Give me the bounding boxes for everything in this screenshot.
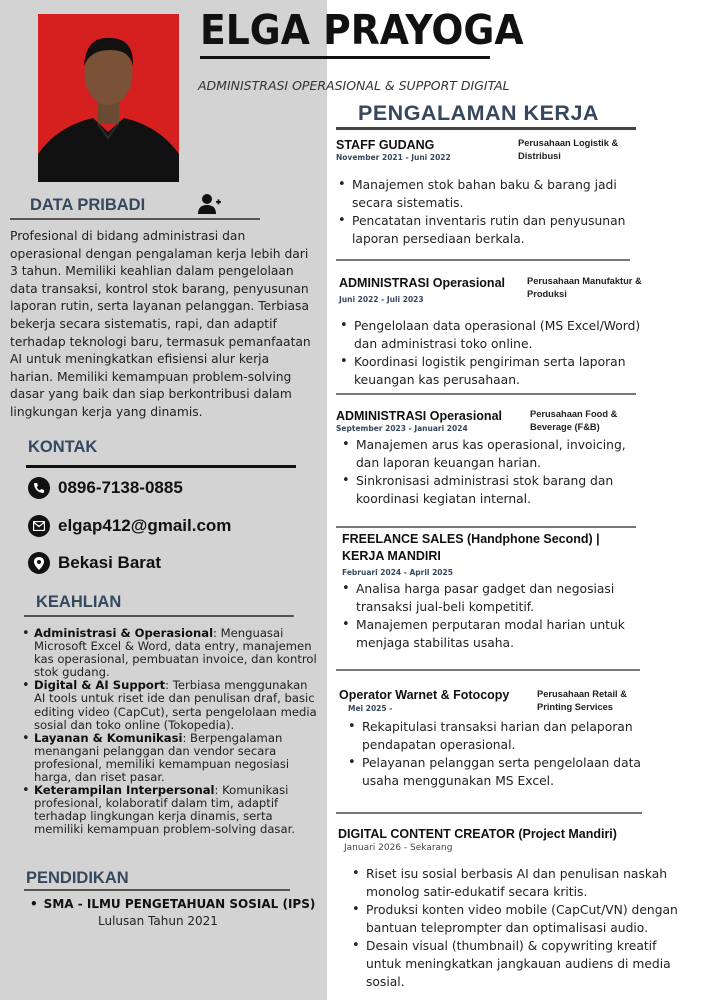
job-divider	[336, 812, 642, 814]
email-icon	[28, 515, 50, 537]
person-name: ELGA PRAYOGA	[200, 6, 524, 54]
contact-phone[interactable]	[28, 477, 183, 499]
list-item: • Manajemen perputaran modal harian untuk menjaga stabilitas usaha.	[342, 616, 642, 652]
list-item: • Keterampilan Interpersonal: Komunikasi profesional, kolaboratif dalam tim, adaptif terhadap lingkungan kerja dinamis, serta memiliki kemampuan problem-solving dasar.	[12, 784, 322, 836]
job-title: STAFF GUDANG	[336, 138, 435, 152]
job-bullets	[342, 436, 642, 508]
job-company: Perusahaan Manufaktur & Produksi	[527, 276, 642, 299]
keahlian-underline	[24, 615, 294, 617]
job-date: November 2021 - Juni 2022	[336, 153, 451, 162]
list-item: • Digital & AI Support: Terbiasa menggunakan AI tools untuk riset ide dan penulisan draf, basic editing video (CapCut), serta pengelolaan media sosial dan toko online (Tokopedia).	[12, 679, 322, 731]
email-address: elgap412@gmail.com	[58, 516, 232, 535]
pengalaman-kerja-heading: PENGALAMAN KERJA	[358, 101, 599, 125]
job-bullets	[342, 580, 642, 652]
job-divider	[336, 393, 636, 395]
job-bullets	[352, 865, 682, 991]
kontak-underline	[26, 465, 296, 468]
list-item: • Pengelolaan data operasional (MS Excel/Word) dan administrasi toko online.	[340, 317, 660, 353]
job-date: Juni 2022 - Juli 2023	[339, 295, 424, 304]
list-item: • Pencatatan inventaris rutin dan penyusunan laporan persediaan berkala.	[338, 212, 638, 248]
list-item: • Pelayanan pelanggan serta pengelolaan data usaha menggunakan MS Excel.	[348, 754, 648, 790]
education-item: • SMA - ILMU PENGETAHUAN SOSIAL (IPS)	[30, 897, 316, 911]
data-pribadi-heading: DATA PRIBADI	[30, 196, 146, 214]
job-title: Operator Warnet & Fotocopy	[339, 688, 510, 702]
list-item: • Koordinasi logistik pengiriman serta laporan keuangan kas perusahaan.	[340, 353, 660, 389]
data-pribadi-underline	[10, 218, 260, 220]
job-title: ADMINISTRASI Operasional	[336, 409, 502, 423]
list-item: • Manajemen stok bahan baku & barang jadi secara sistematis.	[338, 176, 638, 212]
job-date: September 2023 - Januari 2024	[336, 424, 468, 433]
contact-email[interactable]	[28, 515, 231, 537]
skills-list	[12, 627, 322, 837]
job-divider	[336, 259, 630, 261]
list-item: • Desain visual (thumbnail) & copywriting kreatif untuk meningkatkan jangkauan audiens di media sosial.	[352, 937, 682, 991]
job-date: Januari 2026 - Sekarang	[344, 843, 453, 853]
profile-photo	[38, 14, 179, 182]
contact-location[interactable]	[28, 552, 161, 574]
job-title: FREELANCE SALES (Handphone Second) | KERJA MANDIRI	[342, 532, 600, 563]
pendidikan-heading: PENDIDIKAN	[26, 869, 129, 887]
job-date: Februari 2024 - April 2025	[342, 568, 453, 577]
location-icon	[28, 552, 50, 574]
profile-summary: Profesional di bidang administrasi dan operasional dengan pengalaman kerja lebih dari 3 tahun. Memiliki keahlian dalam pengelolaan data transaksi, kontrol stok barang, penyusunan laporan rutin, serta layanan pelanggan. Terbiasa bekerja secara sistematis, rapi, dan adaptif terhadap teknologi baru, termasuk pemanfaatan AI untuk meningkatkan efisiensi alur kerja harian. Memiliki kemampuan problem-solving dasar yang baik dan siap berkontribusi dalam lingkungan kerja yang dinamis.	[10, 229, 311, 419]
pendidikan-underline	[24, 889, 290, 891]
job-bullets	[340, 317, 660, 389]
list-item: • Administrasi & Operasional: Menguasai Microsoft Excel & Word, data entry, manajemen kas operasional, pembuatan invoice, dan kontrol stok gudang.	[12, 627, 322, 679]
job-title: DIGITAL CONTENT CREATOR (Project Mandiri)	[338, 827, 617, 841]
job-divider	[336, 669, 640, 671]
education-year: Lulusan Tahun 2021	[98, 914, 218, 928]
add-user-icon	[198, 192, 222, 220]
kontak-heading: KONTAK	[28, 438, 98, 456]
phone-icon	[28, 477, 50, 499]
job-subtitle: ADMINISTRASI OPERASIONAL & SUPPORT DIGITAL	[198, 78, 510, 93]
list-item: • Produksi konten video mobile (CapCut/VN) dengan bantuan teleprompter dan optimalisasi audio.	[352, 901, 682, 937]
job-company: Perusahaan Retail & Printing Services	[537, 689, 627, 712]
list-item: • Rekapitulasi transaksi harian dan pelaporan pendapatan operasional.	[348, 718, 648, 754]
list-item: • Sinkronisasi administrasi stok barang dan koordinasi kegiatan internal.	[342, 472, 642, 508]
location-text: Bekasi Barat	[58, 553, 162, 572]
phone-number: 0896-7138-0885	[58, 478, 183, 497]
list-item: • Analisa harga pasar gadget dan negosiasi transaksi jual-beli kompetitif.	[342, 580, 642, 616]
list-item: • Layanan & Komunikasi: Berpengalaman menangani pelanggan dan vendor secara profesional, memiliki kemampuan negosiasi harga, dan riset pasar.	[12, 732, 322, 784]
job-company: Perusahaan Food & Beverage (F&B)	[530, 409, 618, 432]
keahlian-heading: KEAHLIAN	[36, 593, 122, 611]
job-bullets	[348, 718, 648, 790]
job-title: ADMINISTRASI Operasional	[339, 276, 505, 290]
pengalaman-underline	[336, 127, 636, 130]
job-date: Mei 2025 -	[348, 704, 393, 713]
list-item: • Manajemen arus kas operasional, invoicing, dan laporan keuangan harian.	[342, 436, 642, 472]
job-divider	[336, 526, 636, 528]
job-company: Perusahaan Logistik & Distribusi	[518, 138, 619, 161]
name-underline	[200, 56, 490, 59]
job-bullets	[338, 176, 638, 248]
list-item: • Riset isu sosial berbasis AI dan penulisan naskah monolog satir-edukatif secara kritis.	[352, 865, 682, 901]
